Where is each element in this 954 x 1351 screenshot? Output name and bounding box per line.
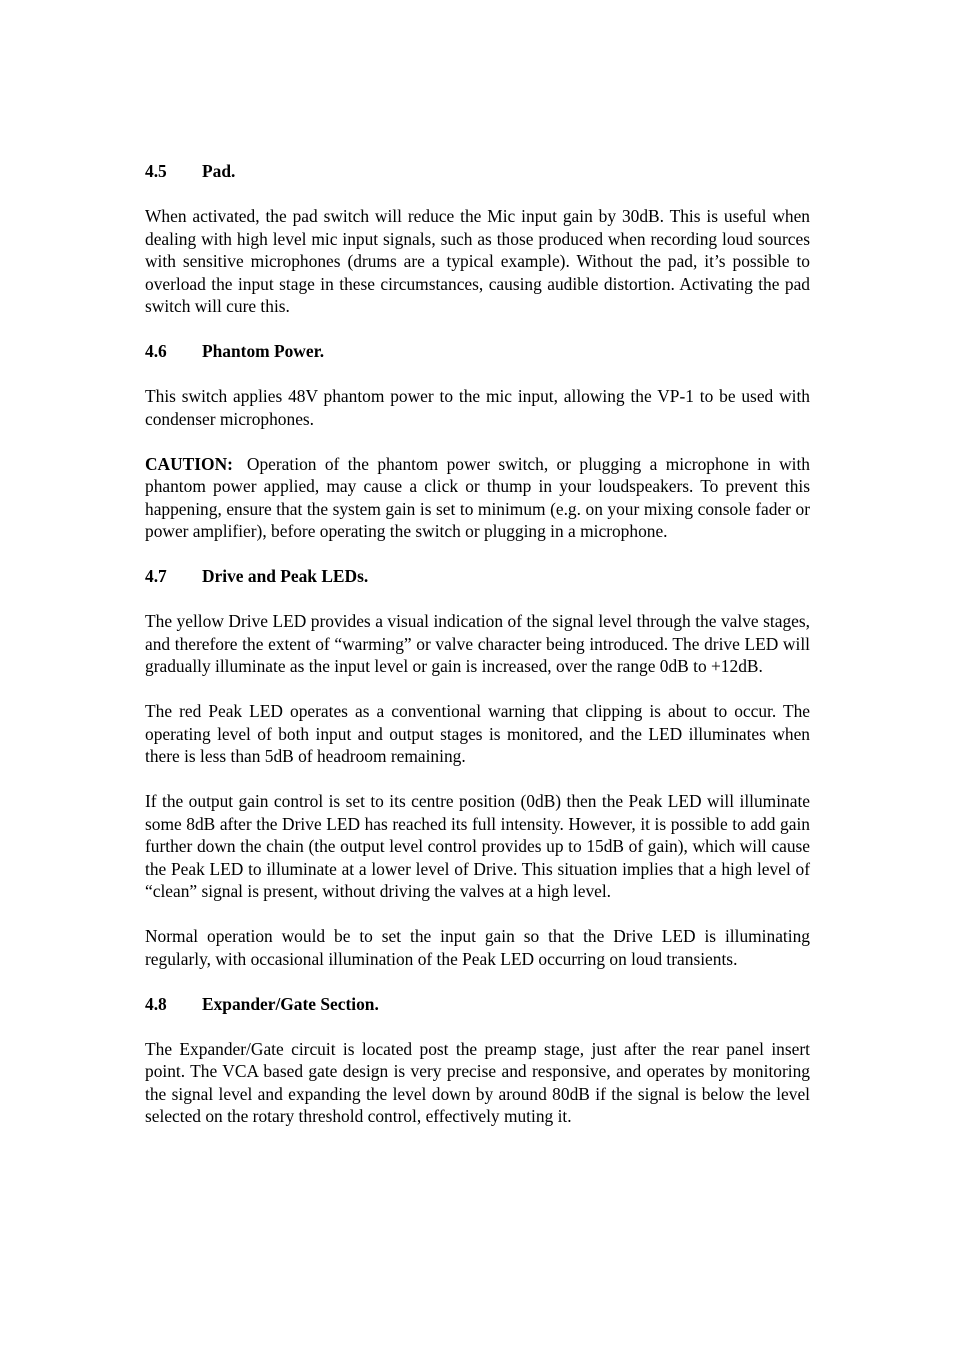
document-page xyxy=(145,160,810,1150)
caution-label: CAUTION: xyxy=(145,453,233,474)
section-heading-phantom-power xyxy=(145,340,810,363)
caution-paragraph xyxy=(145,453,810,543)
paragraph: The red Peak LED operates as a conventional warning that clipping is about to occur. The operating level of both input and output stages is monitored, and the LED illuminates when there is less than 5dB of headroom remaining. xyxy=(145,701,810,766)
section-heading-drive-peak-leds xyxy=(145,565,810,588)
section-number: 4.6 xyxy=(145,341,167,361)
section-title: Expander/Gate Section. xyxy=(202,993,379,1014)
paragraph: Normal operation would be to set the input gain so that the Drive LED is illuminating regularly, with occasional illumination of the Peak LED occurring on loud transients. xyxy=(145,926,810,969)
section-number: 4.7 xyxy=(145,566,167,586)
paragraph: If the output gain control is set to its centre position (0dB) then the Peak LED will illuminate some 8dB after the Drive LED has reached its full intensity. However, it is possible to add gain further down the chain (the output level control provides up to 15dB of gain), which will cause the Peak LED to illuminate at a lower level of Drive. This situation implies that a high level of “clean” signal is present, without driving the valves at a high level. xyxy=(145,791,810,901)
paragraph: When activated, the pad switch will reduce the Mic input gain by 30dB. This is useful when dealing with high level mic input signals, such as those produced when recording loud sources with sensitive microphones (drums are a typical example). Without the pad, it’s possible to overload the input stage in these circumstances, causing audible distortion. Activating the pad switch will cure this. xyxy=(145,206,810,316)
section-heading-pad xyxy=(145,160,810,183)
section-title: Phantom Power. xyxy=(202,341,325,361)
paragraph: This switch applies 48V phantom power to the mic input, allowing the VP-1 to be used with condenser microphones. xyxy=(145,386,810,429)
section-title: Pad. xyxy=(202,161,236,181)
paragraph: The yellow Drive LED provides a visual indication of the signal level through the valve stages, and therefore the extent of “warming” or valve character being introduced. The drive LED will gradually illuminate as the input level or gain is increased, over the range 0dB to +12dB. xyxy=(145,611,810,676)
caution-text: Operation of the phantom power switch, or plugging a microphone in with phantom power applied, may cause a click or thump in your loudspeakers. To prevent this happening, ensure that the system gain is set to minimum (e.g. on your mixing console fader or power amplifier), before operating the switch or plugging in a microphone. xyxy=(145,453,810,541)
section-title: Drive and Peak LEDs. xyxy=(202,566,369,586)
section-heading-expander-gate xyxy=(145,993,810,1016)
section-number: 4.5 xyxy=(145,161,167,181)
section-number: 4.8 xyxy=(145,993,167,1014)
paragraph: The Expander/Gate circuit is located post the preamp stage, just after the rear panel insert point. The VCA based gate design is very precise and responsive, and operates by monitoring the signal level and expanding the level down by around 80dB if the signal is below the level selected on the rotary threshold control, effectively muting it. xyxy=(145,1038,810,1126)
